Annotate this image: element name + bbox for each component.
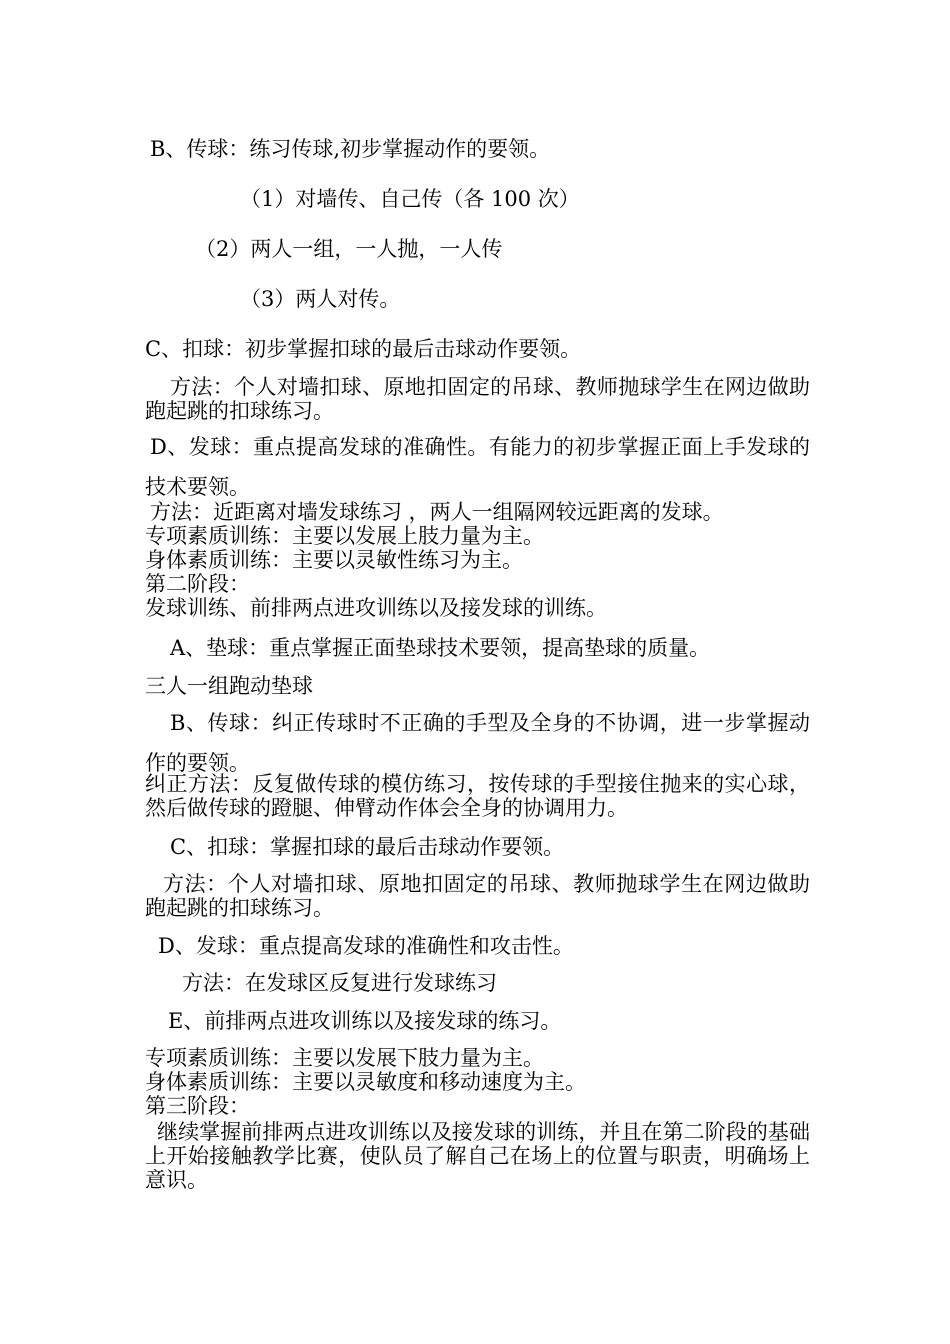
b-item-1: （1）对墙传、自己传（各 100 次）: [240, 187, 580, 211]
s2-section-c: C、扣球：掌握扣球的最后击球动作要领。: [170, 835, 565, 859]
stage-3-desc: 继续掌握前排两点进攻训练以及接发球的训练，并且在第二阶段的基础上开始接触教学比赛，使队员了解自己在场上的位置与职责，明确场上意识。: [145, 1120, 810, 1192]
d-method: 方法：近距离对墙发球练习 ，两人一组隔网较远距离的发球。: [150, 500, 724, 524]
s2-c-method: 方法：个人对墙扣球、原地扣固定的吊球、教师抛球学生在网边做助跑起跳的扣球练习。: [145, 872, 810, 920]
physical-training-1: 身体素质训练：主要以灵敏性练习为主。: [145, 548, 523, 572]
b-item-2: （2）两人一组，一人抛，一人传: [195, 237, 503, 261]
b-item-3: （3）两人对传。: [240, 287, 401, 311]
section-b-pass: B、传球：练习传球,初步掌握动作的要领。: [150, 137, 551, 161]
s2-a-method: 三人一组跑动垫球: [145, 674, 313, 698]
physical-training-2: 身体素质训练：主要以灵敏度和移动速度为主。: [145, 1070, 586, 1094]
section-d-serve: D、发球：重点提高发球的准确性。有能力的初步掌握正面上手发球的技术要领。: [145, 435, 810, 499]
s2-d-method: 方法：在发球区反复进行发球练习: [182, 971, 497, 995]
s2-section-a: A、垫球：重点掌握正面垫球技术要领，提高垫球的质量。: [170, 636, 711, 660]
stage-3-title: 第三阶段：: [145, 1094, 250, 1118]
section-c-spike: C、扣球：初步掌握扣球的最后击球动作要领。: [145, 337, 582, 361]
s2-section-e: E、前排两点进攻训练以及接发球的练习。: [168, 1009, 562, 1033]
s2-b-fix-method: 纠正方法：反复做传球的模仿练习，按传球的手型接住抛来的实心球，然后做传球的蹬腿、伸臂动作体会全身的协调用力。: [145, 772, 810, 820]
special-training-1: 专项素质训练：主要以发展上肢力量为主。: [145, 524, 544, 548]
special-training-2: 专项素质训练：主要以发展下肢力量为主。: [145, 1046, 544, 1070]
stage-2-desc: 发球训练、前排两点进攻训练以及接发球的训练。: [145, 596, 607, 620]
s2-section-d: D、发球：重点提高发球的准确性和攻击性。: [158, 934, 574, 958]
stage-2-title: 第二阶段：: [145, 572, 250, 596]
s2-section-b: B、传球：纠正传球时不正确的手型及全身的不协调，进一步掌握动作的要领。: [145, 711, 810, 775]
c-method: 方法：个人对墙扣球、原地扣固定的吊球、教师抛球学生在网边做助跑起跳的扣球练习。: [145, 375, 810, 423]
